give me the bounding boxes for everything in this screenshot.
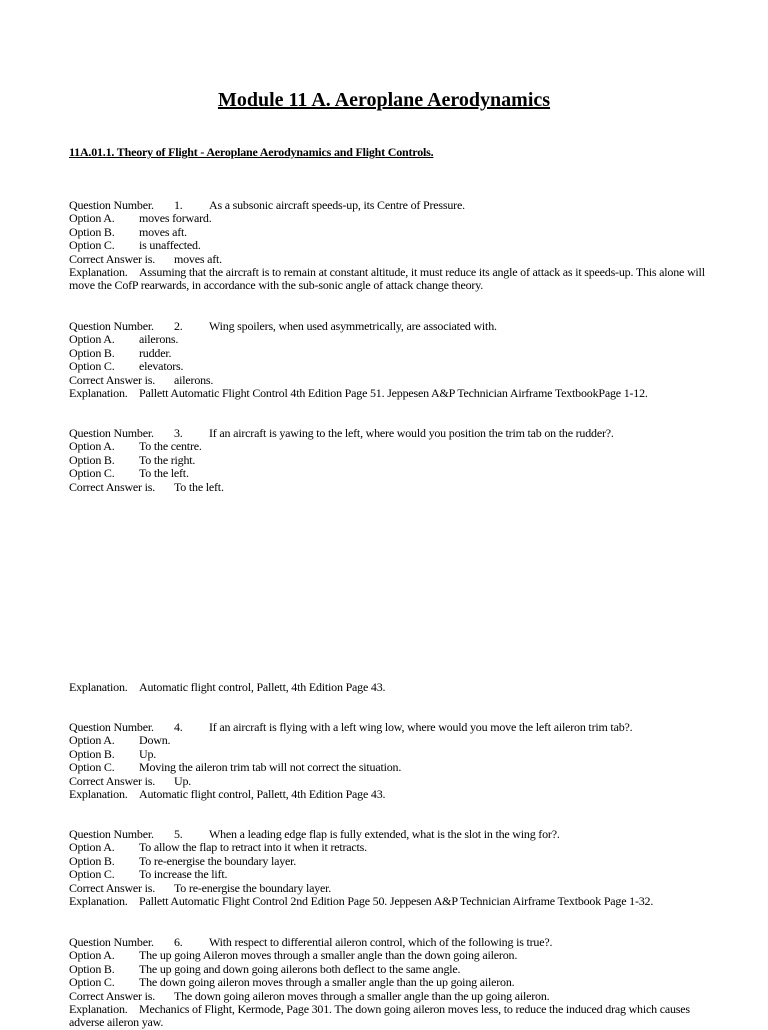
question-number-label: Question Number. — [69, 935, 154, 949]
explanation-label: Explanation. — [69, 265, 128, 280]
correct-answer-text: ailerons. — [174, 372, 214, 387]
option-a-label: Option A. — [69, 840, 115, 855]
question-line — [69, 427, 709, 440]
option-c-label: Option C. — [69, 359, 115, 374]
option-b-label: Option B. — [69, 452, 115, 467]
correct-answer-label: Correct Answer is. — [69, 773, 156, 788]
option-b-text: rudder. — [139, 345, 172, 360]
option-b-text: Up. — [139, 746, 157, 761]
option-c-line — [69, 360, 709, 373]
option-c-text: To the left. — [139, 466, 189, 481]
correct-answer-text: moves aft. — [174, 251, 222, 266]
correct-answer-text: Up. — [174, 773, 192, 788]
correct-answer-label: Correct Answer is. — [69, 251, 156, 266]
explanation-text: Automatic flight control, Pallett, 4th Edition Page 43. — [139, 787, 386, 802]
option-a-line — [69, 212, 709, 225]
option-c-label: Option C. — [69, 466, 115, 481]
option-c-line — [69, 467, 709, 480]
question-block-5 — [69, 828, 709, 908]
correct-answer-line — [69, 374, 709, 387]
option-a-label: Option A. — [69, 211, 115, 226]
option-a-line — [69, 949, 709, 962]
option-b-line — [69, 347, 709, 360]
question-line — [69, 320, 709, 333]
question-text: If an aircraft is yawing to the left, where would you position the trim tab on the rudder?. — [209, 426, 614, 440]
option-b-line — [69, 748, 709, 761]
option-a-line — [69, 333, 709, 346]
explanation-line — [69, 895, 709, 908]
option-b-text: moves aft. — [139, 224, 187, 239]
question-number-label: Question Number. — [69, 198, 154, 212]
question-text: If an aircraft is flying with a left wing low, where would you move the left aileron trim tab?. — [209, 720, 633, 734]
option-a-label: Option A. — [69, 948, 115, 963]
option-c-label: Option C. — [69, 760, 115, 775]
option-c-text: The down going aileron moves through a smaller angle than the up going aileron. — [139, 975, 515, 990]
question-number: 4. — [174, 720, 183, 734]
question-number: 3. — [174, 426, 183, 440]
explanation-line — [69, 266, 709, 293]
option-c-line — [69, 761, 709, 774]
explanation-label: Explanation. — [69, 787, 128, 802]
question-block-3 — [69, 427, 709, 494]
correct-answer-line — [69, 882, 709, 895]
explanation-label: Explanation. — [69, 1002, 128, 1017]
question-text: When a leading edge flap is fully extended, what is the slot in the wing for?. — [209, 827, 560, 841]
option-b-text: To re-energise the boundary layer. — [139, 853, 297, 868]
option-c-line — [69, 976, 709, 989]
explanation-line — [69, 788, 709, 801]
explanation-text: Pallett Automatic Flight Control 4th Edition Page 51. Jeppesen A&P Technician Airframe TextbookPage 1-12. — [139, 386, 648, 401]
explanation-label: Explanation. — [69, 894, 128, 909]
option-c-line — [69, 239, 709, 252]
option-a-text: Down. — [139, 733, 171, 748]
explanation-line — [69, 681, 709, 694]
explanation-label: Explanation. — [69, 386, 128, 401]
question-number-label: Question Number. — [69, 827, 154, 841]
correct-answer-line — [69, 775, 709, 788]
explanation-label: Explanation. — [69, 680, 128, 694]
option-b-label: Option B. — [69, 224, 115, 239]
explanation-text: Assuming that the aircraft is to remain at constant altitude, it must reduce its angle of attack as it speeds-up. This alone will move the CofP rearwards, in accordance with the sub-sonic angle of attack change theory. — [69, 265, 705, 293]
correct-answer-line — [69, 253, 709, 266]
option-a-line — [69, 734, 709, 747]
option-a-label: Option A. — [69, 733, 115, 748]
option-c-label: Option C. — [69, 238, 115, 253]
correct-answer-text: To re-energise the boundary layer. — [174, 880, 332, 895]
option-c-line — [69, 868, 709, 881]
correct-answer-label: Correct Answer is. — [69, 880, 156, 895]
option-b-line — [69, 226, 709, 239]
question-3-explanation — [69, 681, 709, 694]
option-b-label: Option B. — [69, 345, 115, 360]
question-number-label: Question Number. — [69, 426, 154, 440]
section-heading: 11A.01.1. Theory of Flight - Aeroplane Aerodynamics and Flight Controls. — [69, 145, 434, 159]
question-text: As a subsonic aircraft speeds-up, its Centre of Pressure. — [209, 198, 465, 212]
option-b-line — [69, 454, 709, 467]
explanation-text: Pallett Automatic Flight Control 2nd Edition Page 50. Jeppesen A&P Technician Airframe Textbook Page 1-32. — [139, 894, 654, 909]
question-block-1 — [69, 199, 709, 293]
question-number: 6. — [174, 935, 183, 949]
correct-answer-label: Correct Answer is. — [69, 479, 156, 494]
option-b-label: Option B. — [69, 746, 115, 761]
question-line — [69, 721, 709, 734]
question-text: Wing spoilers, when used asymmetrically, are associated with. — [209, 319, 497, 333]
option-a-text: To allow the flap to retract into it when it retracts. — [139, 840, 367, 855]
option-c-text: Moving the aileron trim tab will not correct the situation. — [139, 760, 402, 775]
option-c-label: Option C. — [69, 867, 115, 882]
option-a-label: Option A. — [69, 439, 115, 454]
option-a-line — [69, 440, 709, 453]
option-a-text: To the centre. — [139, 439, 202, 454]
question-number: 2. — [174, 319, 183, 333]
question-block-6 — [69, 936, 709, 1030]
question-number: 1. — [174, 198, 183, 212]
option-a-label: Option A. — [69, 332, 115, 347]
question-block-4 — [69, 721, 709, 801]
option-b-text: The up going and down going ailerons both deflect to the same angle. — [139, 961, 461, 976]
option-c-label: Option C. — [69, 975, 115, 990]
question-number: 5. — [174, 827, 183, 841]
option-c-text: is unaffected. — [139, 238, 201, 253]
question-line — [69, 199, 709, 212]
question-number-label: Question Number. — [69, 319, 154, 333]
correct-answer-text: The down going aileron moves through a smaller angle than the up going aileron. — [174, 988, 550, 1003]
correct-answer-text: To the left. — [174, 479, 224, 494]
explanation-line — [69, 1003, 709, 1030]
option-b-text: To the right. — [139, 452, 196, 467]
explanation-text: Automatic flight control, Pallett, 4th Edition Page 43. — [139, 680, 386, 694]
option-b-label: Option B. — [69, 853, 115, 868]
option-a-line — [69, 841, 709, 854]
page-title: Module 11 A. Aeroplane Aerodynamics — [217, 89, 551, 111]
option-b-label: Option B. — [69, 961, 115, 976]
question-block-2 — [69, 320, 709, 400]
correct-answer-line — [69, 990, 709, 1003]
option-b-line — [69, 855, 709, 868]
option-c-text: To increase the lift. — [139, 867, 228, 882]
correct-answer-line — [69, 481, 709, 494]
correct-answer-label: Correct Answer is. — [69, 988, 156, 1003]
explanation-text: Mechanics of Flight, Kermode, Page 301. The down going aileron moves less, to reduce the induced drag which causes adverse aileron yaw. — [69, 1002, 690, 1030]
question-text: With respect to differential aileron control, which of the following is true?. — [209, 935, 553, 949]
option-c-text: elevators. — [139, 359, 184, 374]
question-line — [69, 936, 709, 949]
option-b-line — [69, 963, 709, 976]
question-line — [69, 828, 709, 841]
option-a-text: The up going Aileron moves through a smaller angle than the down going aileron. — [139, 948, 518, 963]
option-a-text: moves forward. — [139, 211, 212, 226]
correct-answer-label: Correct Answer is. — [69, 372, 156, 387]
option-a-text: ailerons. — [139, 332, 179, 347]
question-number-label: Question Number. — [69, 720, 154, 734]
explanation-line — [69, 387, 709, 400]
